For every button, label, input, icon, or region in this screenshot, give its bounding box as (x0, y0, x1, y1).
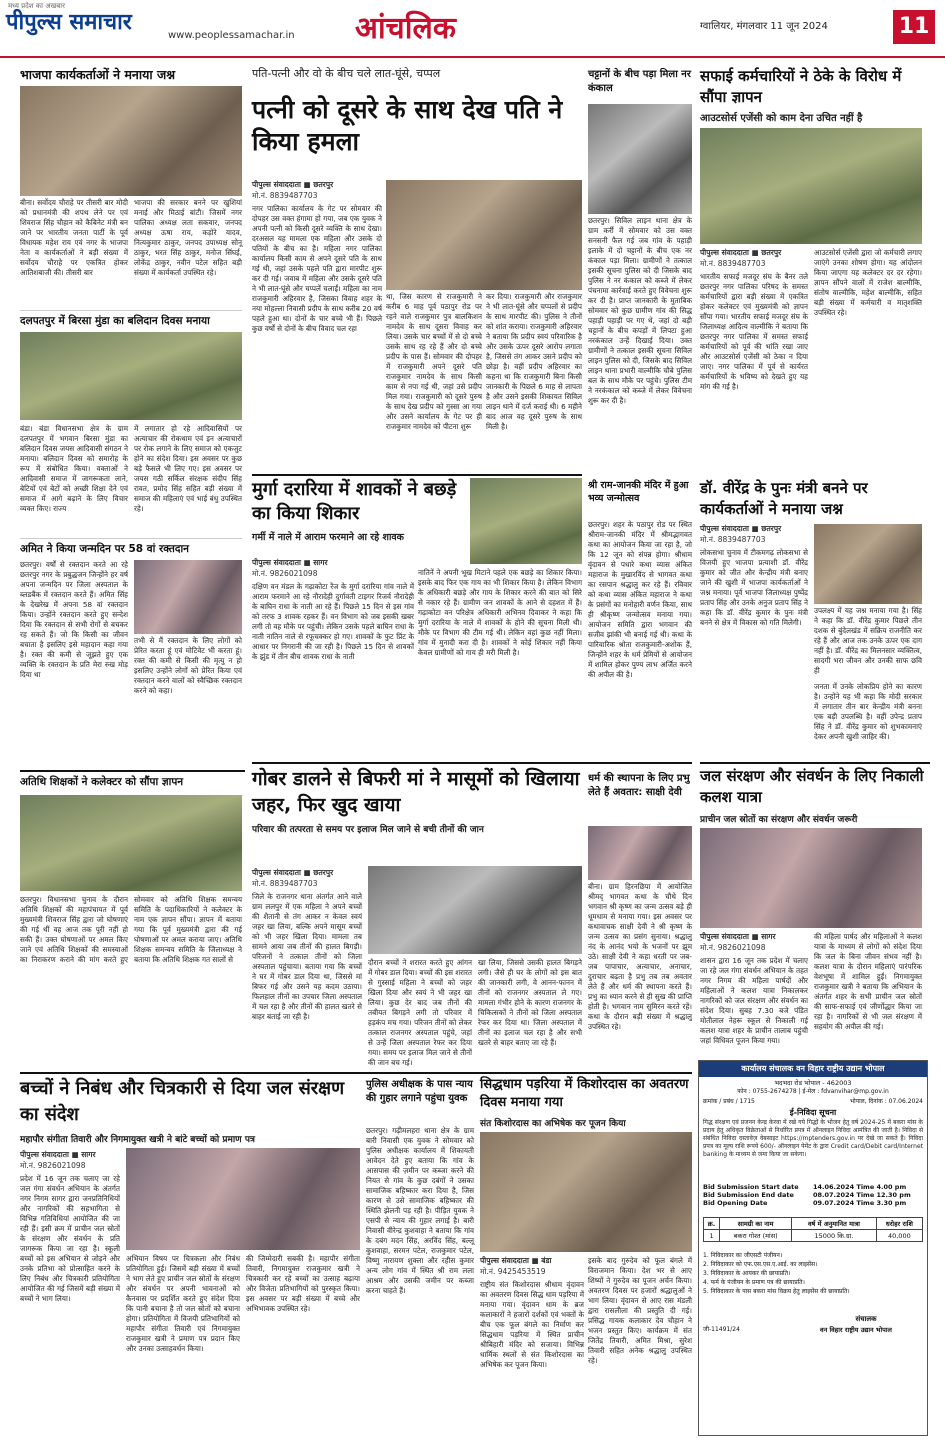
byline: पीपुल्स संवाददाता ■ छतरपुर (700, 248, 782, 257)
photo-bjp-celebration (20, 86, 242, 196)
edition-date: ग्वालियर, मंगलवार 11 जून 2024 (700, 21, 828, 32)
tender-table (703, 1217, 923, 1242)
list-item: 4. फर्म के पंजीयन के प्रमाण पत्र की छायाप्रति। (703, 1279, 805, 1286)
schedule-row: Bid Opening Date 09.07.2024 Time 3.30 pm (703, 1199, 907, 1207)
article-text: की जिम्मेदारी सबकी है। महापौर संगीता तिवारी, निगमायुक्त राजकुमार खत्री ने चित्रकारी कर रहे बच्चों का उत्साह बढ़ाया और विजेता प्रतिभागियों को पुरस्कृत किया। इस अवसर पर बड़ी संख्या में बच्चे और अभिभावक उपस्थित रहे। (246, 1254, 360, 1313)
tender-schedule (703, 1183, 923, 1213)
headline-children-essay: बच्चों ने निबंध और चित्रकारी से दिया जल संरक्षण का संदेश (20, 1078, 345, 1125)
article-text: आउटसोर्स एजेंसी द्वारा जो कर्मचारी लगाए जाएंगे उनका शोषण होगा। यह आंदोलन किया जाएगा यह कलेक्टर दर दर रहेगा। ज्ञापन सौंपने वालों में राजेश बाल्मीकि, संतोष वाल्मीकि, महेश बाल्मीकि, सहित बड़ी संख्या में कर्मचारी व मातृशक्ति उपस्थित रहे। (814, 248, 922, 317)
headline-skeleton: चट्टानों के बीच पड़ा मिला नर कंकाल (588, 69, 691, 94)
list-item: 3. निविदाकार के आयकर की छायाप्रति। (703, 1270, 791, 1277)
article-text: भाजपा की सरकार बनने पर खुशियां मनाई और मिठाई बांटी। जिसमें नगर पालिका अध्यक्ष लता सकवार, जनपद अध्यक्ष ऊषा राय, कड़ोरे यादव, नित्यकुमार ठाकुर, जनपद उपाध्यक्ष सोनू ठाकुर, भरत सिंह ठाकुर, मनोज सिंघई, लोकेंद्र ठाकुर, नवीन पटेल सहित बड़ी संख्या में कार्यकर्ता उपस्थित रहे। (134, 198, 242, 277)
divider (20, 310, 242, 311)
masthead-bar (0, 0, 945, 58)
byline: पीपुल्स संवाददाता ■ छतरपुर (700, 524, 782, 533)
divider (20, 770, 245, 772)
tender-notice (698, 1060, 928, 1436)
article-text: बीना। सर्वोदय चौराहे पर तीसरी बार मोदी को प्रधानमंत्री की शपथ लेने पर एवं शिवराज सिंह चौहान को कैबिनेट मंत्री बन जाने पर भारतीय जनता पार्टी के पूर्व विधायक महेश राय एवं नगर के भाजपा नेता व कार्यकर्ताओं ने बड़ी संख्या में सर्वोदय चौराहे पर एकत्रित होकर आतिशबाजी की। तीसरी बार (20, 198, 128, 277)
photo-skeleton (588, 104, 692, 214)
article-text: प्रदेश में 16 जून तक चलाए जा रहे जल गंगा संवर्धन अभियान के अंतर्गत नगर निगम सागर द्वारा जनप्रतिनिधियों और नागरिकों की सहभागिता से विभिन्न गतिविधियां आयोजित की जा रही हैं। इसी क्रम में प्राचीन जल स्रोतों के संरक्षण और संवर्धन के प्रति जागरूक किया जा रहा है। स्कूली बच्चों को इस अभियान से जोड़ने और उनके प्रतिभा को प्रोत्साहित करने के लिए निबंध और चित्रकारी प्रतियोगिता आयोजित की गई जिसमें बड़ी संख्या में बच्चों ने भाग लिया। (20, 1174, 120, 1303)
schedule-row: Bid Submission End date 08.07.2024 Time 12.30 pm (703, 1191, 911, 1199)
divider (252, 762, 692, 764)
article-text: खा लिया, जिससे उसकी हालत बिगड़ने लगी। जैसे ही घर के लोगों को इस बात की जानकारी लगी, वे आनन-फानन में तीनों को राजनगर अस्पताल ले गए। मामला गंभीर होने के कारण राजनगर के चिकित्सकों ने तीनों को जिला अस्पताल रेफर कर दिया था। जिला अस्पताल में तीनों का इलाज चल रहा है और सभी खतरे से बाहर बताए जा रहे हैं। (478, 958, 582, 1047)
headline-virendra-minister: डॉ. वीरेंद्र के पुनः मंत्री बनने पर कार्यकर्ताओं ने मनाया जश्न (700, 479, 868, 518)
photo-guest-teachers (20, 795, 242, 891)
article-text: तभी से मैं रक्तदान के लिए लोगों को प्रेरित करता हूं एवं मोटिवेट भी करता हूं। रक्त की कमी से किसी की मृत्यु न हो इसलिए उन्होंने लोगों को प्रेरित किया एवं रक्तदान करने वालों को स्वैच्छिक रक्तदान करने को कहा। (134, 636, 242, 695)
article-text: जिले के राजनगर थाना अंतर्गत आने वाले ग्राम ललपुर में एक महिला ने अपने बच्चों की शैतानी से तंग आकर न केवल स्वयं जहर खा लिया, बल्कि अपने मासूम बच्चों को भी जहर खिला दिया। मामला तब सामने आया जब तीनों की हालत बिगड़ी। परिजनों ने तत्काल तीनों को जिला अस्पताल पहुंचाया। बताया गया कि बच्चों ने घर में गोबर डाल दिया था, जिससे मां बिफर गई और उसने यह कदम उठाया। फिलहाल तीनों का उपचार जिला अस्पताल में चल रहा है और तीनों की हालत खतरे से बाहर बताई जा रही है। (252, 892, 362, 1021)
article-text: अभियान विषय पर चित्रकला और निबंध प्रतियोगिता हुई। जिसमें बड़ी संख्या में बच्चों ने भाग लेते हुए प्राचीन जल स्रोतों के संरक्षण और संवर्धन पर अपनी भावनाओं को कैनवास पर प्रदर्शित करते हुए संदेश दिया कि पानी बचाना है तो जल स्रोतों को बचाना होगा। प्रतियोगिता में विजयी प्रतिभागियों को महापौर संगीता तिवारी एवं निगमायुक्त राजकुमार खत्री ने प्रमाण पत्र प्रदान किए और उनका उत्साहवर्धन किया। (126, 1254, 240, 1353)
article-text: छतरपुर। गढ़ीमलहरा थाना क्षेत्र के ग्राम बारी निवासी एक युवक ने सोमवार को पुलिस अधीक्षक कार्यालय में शिकायती आवेदन देते हुए बताया कि गांव के आसपास की ज़मीन पर कब्जा करने की नियत से गांव के कुछ दबंगों ने उसका सामाजिक बहिष्कार करा दिया है, जिस कारण से उसे सामाजिक बहिष्कार की स्थिति झेलनी पड़ रही है। पीड़ित युवक ने एसपी से न्याय की गुहार लगाई है। बारी निवासी वीरेन्द्र कुशवाहा ने बताया कि गांव के दबंग मदन सिंह, अरविंद सिंह, बल्लू कुशवाहा, सरमन पटेल, राजकुमार पटेल, विष्णु नारायण शुक्ला और रहीस कुमार अन्य लोग गांव में स्थित श्री राम लला आश्रम और उसकी जमीन पर कब्जा करना चाहते हैं। (366, 1126, 474, 1295)
article-text: बंडा। बंडा विधानसभा क्षेत्र के ग्राम दलपतपुर में भगवान बिरसा मुंडा का बलिदान दिवस जयस आदिवासी संगठन ने मनाया। बलिदान दिवस को समारोह के रूप में संबोधित किया। वक्ताओं ने आदिवासी समाज में जागरूकता लाने, बेटियों एवं बेटों को अच्छी शिक्षा देने एवं समाज में आगे बढ़ाने के लिए विचार व्यक्त किए। राज्य (20, 424, 128, 513)
photo-couple-fight (386, 180, 582, 290)
photo-bhagwat-katha (588, 826, 692, 880)
headline-sakshi-devi: धर्म की स्थापना के लिए प्रभु लेते हैं अवतार: साक्षी देवी (588, 773, 690, 798)
byline: पीपुल्स संवाददाता ■ सागर (252, 558, 328, 567)
article-text: जनता में उनके लोकप्रिय होने का कारण है। उन्होंने यह भी कहा कि मोदी सरकार में लगातार तीन बार केन्द्रीय मंत्री बनना एक बड़ी उपलब्धि है। वहीं उपेन्द्र प्रताप सिंह ने डॉ. वीरेंद्र कुमार को शुभकामनाएं देकर अपनी खुशी जाहिर की। (814, 682, 922, 741)
subheadline-sanitation: आउटसोर्स एजेंसी को काम देना उचित नहीं है (700, 113, 863, 124)
headline-birsa-munda: दलपतपुर में बिरसा मुंडा का बलिदान दिवस मनाया (20, 315, 210, 327)
byline-phone: मो.नं. 9826021098 (20, 1161, 86, 1170)
article-text: था, जिस कारण से राजकुमारी ने करीब 6 माह पूर्व पठापुर रोड पर रहने वाले राजकुमार पुत्र बालकिशन नामदेव के साथ दूसरा विवाह कर लिया। उसके चार बच्चों में से दो बच्चे उसके साथ रह रहे हैं और दो बच्चे प्रदीप के पास हैं। सोमवार की दोपहर में राजकुमारी अपने दूसरे पति राजकुमार नामदेव के साथ किसी काम से नपा गई थी, जहां उसे प्रदीप मिल गया। राजकुमारी को दूसरे पुरुष के साथ देख प्रदीप को गुस्सा आ गया और उसने कार्यालय के गेट पर ही राजकुमार नामदेव को पीटना शुरू (386, 292, 482, 431)
website-url[interactable]: www.peoplessamachar.in (168, 30, 295, 41)
table-header-row: क्र. सामग्री का नाम वर्ष में अनुमानित मात्रा धरोहर राशि (704, 1218, 923, 1230)
photo-kalash-yatra (700, 828, 922, 928)
schedule-row: Bid Submission Start date 14.06.2024 Time 4.00 pm (703, 1183, 907, 1191)
byline-phone: मो.नं. 9425453519 (480, 1267, 546, 1276)
article-text: में लगातार हो रहे आदिवासियों पर अत्याचार की रोकथाम एवं इन अत्याचारों पर रोक लगाने के लिए समाज को एकजुट होने का संदेश दिया। इस अवसर पर कुछ बड़े फैसले भी लिए गए। इस अवसर पर जयस गठी सर्किल संरक्षक संदीप सिंह रावत, प्रमोद सिंह सहित बड़ी संख्या में समाज की महिलाएं एवं भाई बंधु उपस्थित रहे। (134, 424, 242, 513)
divider (252, 474, 582, 476)
tender-signatory: संचालक (855, 1315, 877, 1323)
subheadline-kalash-yatra: प्राचीन जल स्रोतों का संरक्षण और संवर्धन जरूरी (700, 815, 858, 825)
photo-kishordas (480, 1132, 692, 1252)
headline-bjp-celebration: भाजपा कार्यकर्ताओं ने मनाया जश्न (20, 67, 176, 82)
article-text: लोकसभा चुनाव में टीकमगढ़ लोकसभा से विजयी हुए भाजपा प्रत्याशी डॉ. वीरेंद्र कुमार को जीत और केन्द्रीय मंत्री बनाए जाने की खुशी में भाजपा कार्यकर्ताओं ने जश्न मनाया। पूर्व भाजपा जिलाध्यक्ष पुष्पेंद्र प्रताप सिंह और उनके अनुज प्रताप सिंह ने कहा कि डॉ. वीरेंद्र कुमार के पुनः मंत्री बनने से क्षेत्र में विकास को गति मिलेगी। (700, 548, 808, 627)
byline: पीपुल्स संवाददाता ■ सागर (20, 1150, 96, 1159)
tender-org: कार्यालय संचालक वन विहार राष्ट्रीय उद्यान भोपाल (699, 1061, 927, 1077)
article-text: छतरपुर। वर्षों से रक्तदान करते आ रहे छतरपुर नगर के प्रबुद्धजन जिन्होंने हर वर्ष अपना जन्मदिन पर जिला अस्पताल के ब्लडबैंक में रक्तदान करते हैं। अमित सिंह के देखरेख में अपना 58 वां रक्तदान किया। उन्होंने रक्तदान करते हुए सन्देश दिया कि रक्तदान से सभी रोगों से बचकर रह सकते हैं। जो कि किसी का जीवन बचाता है इसलिए इसे महादान कहा गया है। रक्त की कमी से जूझते हुए एक व्यक्ति के रक्तदान के प्रति मेरा रुख मोड़ दिया था (20, 560, 128, 679)
photo-birsa-munda (20, 332, 242, 420)
subheadline-cubs: गर्मी में नाले में आराम फरमाने आ रहे शावक (252, 532, 404, 543)
byline: पीपुल्स संवाददाता ■ बंडा (480, 1256, 552, 1265)
byline: पीपुल्स संवाददाता ■ छतरपुर (252, 868, 334, 877)
tender-notes (703, 1251, 923, 1296)
section-title: आंचलिक (355, 11, 456, 46)
article-text: राष्ट्रीय संत किशोरदास श्रीधाम वृंदावन का अवतरण दिवस सिद्ध धाम पड़रिया में मनाया गया। वृंदावन धाम के ब्रज कलाकारों ने हजारों दर्शकों एवं भक्तों के बीच एक फूल बंगले का निर्माण कर सिद्धधाम पड़रिया में स्थित प्राचीन श्रीबिहारी मंदिर को सजाया। विभिन्न धार्मिक स्थलों से संत किशोरदास का अभिषेक कर पूजन किया। (480, 1280, 584, 1369)
newspaper-logo[interactable]: पीपुल्स समाचार (6, 9, 132, 35)
photo-virendra-celebration (814, 524, 922, 604)
article-text: छतरपुर। विधानसभा चुनाव के दौरान अतिथि शिक्षकों की महापंचायत में पूर्व मुख्यमंत्री शिवराज सिंह द्वारा जो घोषणाएं की गई थीं वह आज तक पूरी नहीं हो सकी हैं। उक्त घोषणाओं पर अमल किए जाने एवं अतिथि शिक्षकों की समस्याओं का निराकरण कराने की मांग करते हुए सोमवार को अतिथि शिक्षक समन्वय समिति के पदाधिकारियों ने कलेक्टर के नाम एक ज्ञापन सौंपा। ज्ञापन में बताया गया कि पूर्व मुख्यमंत्री द्वारा की गई घोषणाओं पर अमल कराया जाए। अतिथि शिक्षक समन्वय समिति के जिलाध्यक्ष ने बताया कि अतिथि शिक्षक गत सालों से (20, 895, 242, 964)
article-text: नगर पालिका कार्यालय के गेट पर सोमवार की दोपहर उस वक्त हंगामा हो गया, जब एक युवक ने अपनी पत्नी को किसी दूसरे व्यक्ति के साथ देखा। दरअसल यह मामला एक महिला और उसके दो पतियों के बीच का है। महिला नगर पालिका कार्यालय किसी काम से अपने दूसरे पति के साथ गई थी, जहां उसके पहले पति द्वारा मारपीट शुरू कर दी गई। जवाब में महिला और उसके दूसरे पति ने भी लात-घूंसे और चप्पलें चलाईं। महिला का नाम राजकुमारी अहिरवार है, जिसका विवाह शहर के नया मोहल्ला निवासी प्रदीप के साथ करीब 20 वर्ष पहले हुआ था। दोनों के चार बच्चे भी हैं। पिछले कुछ वर्षों से दोनों के बीच विवाद चल रहा (252, 204, 382, 333)
headline-ram-janki: श्री राम-जानकी मंदिर में हुआ भव्य जन्मोत्सव (588, 480, 689, 504)
byline-phone: मो.नं. 9826021098 (700, 943, 766, 952)
photo-hospital (368, 866, 582, 954)
byline-phone: मो.नं. 8839487703 (700, 535, 766, 544)
tender-contact: फोन : 0755-2674278 | ई-मेल : fdvanvihar@mp.gov.in (737, 1088, 889, 1095)
headline-blood-donation: अमित ने किया जन्मदिन पर 58 वां रक्तदान (20, 543, 190, 555)
divider (20, 538, 242, 539)
article-text: दौरान बच्चों ने शरारत करते हुए आंगन में गोबर डाल दिया। बच्चों की इस शरारत से गुस्साई महिला ने बच्चों को जहर खिला दिया और स्वयं ने भी जहर खा लिया। कुछ देर बाद जब तीनों की तबीयत बिगड़ने लगी तो परिवार में हड़कंप मच गया। परिजन तीनों को लेकर तत्काल राजनगर अस्पताल पहुंचे, जहां से उन्हें जिला अस्पताल रेफर कर दिया गया। समय पर इलाज मिल जाने से तीनों की जान बच गई। (368, 958, 472, 1067)
article-text: दक्षिण वन मंडल के गढ़ाकोटा रेंज के मुर्गा दरारिया गांव नाले में आराम फरमाने आ रहे नौरादेही दुर्गावती टाइगर रिजर्व नौरादेही के बाघिन राधा के नाती आ रहे हैं। पिछले 15 दिन से इस गांव को तरफ 3 शावक रहकर हैं। वन विभाग को जब इसकी खबर लगी तो वह मौके पर पहुंची। लेकिन उसके पहले बाघिन राधा के नाती नातिन नाले से रफूचक्कर हो गए। शावकों के फुट प्रिंट के आधार पर निगरानी की जा रही है। पिछले 15 दिन से शावकों के झुंड में तीन बीच शावक राधा के नाती (252, 582, 414, 661)
photo-sanitation-workers (700, 128, 922, 244)
article-text: इसके बाद गुरुदेव को फूल बंगले में विराजमान किया। देश भर से आए शिष्यों ने गुरुदेव का पूजन अर्चन किया। अवतरण दिवस पर हजारों श्रद्धालुओं ने भाग लिया। वृंदावन से आए रास मंडली द्वारा रासलीला की प्रस्तुति दी गई। प्रसिद्ध गायक कलाकार देव चौहान ने भजन प्रस्तुत किए। कार्यक्रम में संत जितेंद्र तिवारी, अमित मिश्रा, सुरेश तिवारी सहित अनेक श्रद्धालु उपस्थित रहे। (588, 1256, 692, 1365)
byline-phone: मो.नं. 8839487703 (700, 259, 766, 268)
headline-cubs-hunt: मुर्गा दरारिया में शावकों ने बछड़े का किया शिकार (252, 479, 457, 524)
headline-sanitation-workers: सफाई कर्मचारियों ने ठेके के विरोध में सौंपा ज्ञापन (700, 67, 902, 106)
subheadline-children-essay: महापौर संगीता तिवारी और निगमायुक्त खत्री ने बांटे बच्चों को प्रमाण पत्र (20, 1135, 255, 1145)
list-item: 1. निविदाकार का जीएसटी पंजीयन। (703, 1252, 783, 1259)
photo-children-essay (126, 1148, 360, 1250)
article-text: शासन द्वारा 16 जून तक प्रदेश में चलाए जा रहे जल गंगा संवर्धन अभियान के तहत नगर निगम की महिला पार्षदों और महिलाओं ने कलश यात्रा निकालकर नागरिकों को जल संरक्षण और संवर्धन का संदेश दिया। सुबह 7.30 बजे पंडित मोतीलाल नेहरू स्कूल से निकाली गई कलश यात्रा शहर के प्राचीन तालाब पहुंची जहां विधिवत पूजन किया गया। (700, 956, 808, 1045)
tender-body: गिद्ध संरक्षण एवं प्रजनन केन्द्र केरवा में रखे गये गिद्धों के भोजन हेतु वर्ष 2024-25 में बकरा मांस के प्रदाय हेतु अधिकृत विक्रेताओं से निर्धारित प्रपत्र में ऑनलाइन निविदा आमंत्रित की जाती है। निविदा से संबंधित निविदा दस्तावेज़ वेबसाइट https://mptenders.gov.in पर देखे जा सकते हैं। निविदा प्रपत्र का मूल्य राशि रूपये 600/- ऑनलाइन पेमेंट के द्वारा Credit card/Debit card/Internet banking के माध्यम से जमा किया जा सकेगा। (703, 1119, 923, 1158)
page-number: 11 (893, 10, 935, 44)
photo-tiger-cub (470, 478, 582, 564)
subheadline-kishordas: संत किशोरदास का अभिषेक कर पूजन किया (480, 1119, 626, 1129)
list-item: 5. निविदाकार के पास बकरा मांस विक्रय हेतु लाइसेंस की छायाप्रति। (703, 1288, 850, 1295)
article-text: कर दिया। राजकुमारी और राजकुमार ने भी लात-घूंसे और चप्पलों से प्रदीप के साथ मारपीट की। पुलिस ने तीनों को शांत कराया। राजकुमारी अहिरवार ने बताया कि प्रदीप स्वयं परिवारिक है और उसके ऊपर दूसरे आरोप लगाता है, जिससे तंग आकर उसने प्रदीप को छोड़ा है। वहीं प्रदीप अहिरवार का कहना था कि राजकुमारी बिना किसी जानकारी के पिछले 6 माह से लापता है और उसने इसकी शिकायत सिविल लाइन थाने में दर्ज कराई थी। 6 महीने बाद आज वह दूसरे पुरुष के साथ मिली है। (486, 292, 582, 431)
photo-blood-donation (134, 560, 242, 634)
byline: पीपुल्स संवाददाता ■ सागर (700, 932, 776, 941)
tender-heading: ई-निविदा सूचना (789, 1108, 837, 1117)
divider (700, 762, 930, 764)
divider (20, 1072, 692, 1074)
article-text: उपलक्ष्य में यह जश्न मनाया गया है। सिंह ने कहा कि डॉ. वीरेंद्र कुमार पिछले तीन दशक से बुंदेलखंड में सक्रिय राजनीति कर रहे हैं और आज तक उनके ऊपर एक दाग नहीं है। डॉ. वीरेंद्र का मिलनसार व्यक्तित्व, सादगी भरा जीवन और उनकी साफ छवि ही (814, 606, 922, 675)
logo-tagline: मध्य प्रदेश का अखबार (8, 2, 65, 10)
byline-phone: मो.नं. 8839487703 (252, 191, 318, 200)
headline-husband-attack: पत्नी को दूसरे के साथ देख पति ने किया हमला (252, 95, 563, 156)
subheadline-mother-poison: परिवार की तत्परता से समय पर इलाज मिल जाने से बची तीनों की जान (252, 825, 484, 835)
tender-date: भोपाल, दिनांक : 07.06.2024 (849, 1098, 923, 1105)
article-text: छतरपुर। शहर के पठापुर रोड पर स्थित श्रीराम-जानकी मंदिर में श्रीमद्भागवत कथा का आयोजन किया जा रहा है, जो कि 12 जून को संपन्न होगा। श्रीधाम वृंदावन से पधारे कथा व्यास अंकित महाराज के मुखारविंद से भागवत कथा का रसपान श्रद्धालु कर रहे हैं। रविवार को कथा व्यास अंकित महाराज ने कथा के प्रसंगों का मनोहारी वर्णन किया, साथ ही श्रीकृष्ण जन्मोत्सव मनाया गया। आयोजन समिति द्वारा भगवान की सजीव झांकी भी बनाई गई थी। कथा के पारिवारिक श्रोता राजकुमारी-अशोक हैं, जिन्होंने शहर के धर्म प्रेमियों से आयोजन में शामिल होकर पुण्य लाभ अर्जित करने की अपील की है। (588, 520, 692, 679)
tender-signatory-office: वन विहार राष्ट्रीय उद्यान भोपाल (820, 1326, 892, 1334)
list-item: 2. निविदाकार को एफ.एस.एस.ए.आई. का लाइसेंस। (703, 1261, 818, 1268)
byline-phone: मो.नं. 9826021098 (252, 569, 318, 578)
headline-police-complaint: पुलिस अधीक्षक के पास न्याय की गुहार लगाने पहुंचा युवक (366, 1079, 473, 1104)
tender-code: जी-11491/24 (703, 1326, 740, 1333)
tender-ref: क्रमांक / प्रबंध / 1715 (703, 1098, 755, 1105)
article-text: भारतीय सफाई मजदूर संघ के बैनर तले छतरपुर नगर पालिका परिषद के समस्त कर्मचारियों द्वारा बड़ी संख्या में एकत्रित होकर कलेक्टर एवं मुख्यमंत्री को ज्ञापन सौंपा गया। भारतीय सफाई मजदूर संघ के जिलाध्यक्ष आदित्य वाल्मीकि ने बताया कि छतरपुर नगर पालिका में समस्त सफाई कर्मचारियों को पूर्व की भांति रखा जाए और आउटसोर्स एजेंसी को ठेका न दिया जाए। नगर पालिका में पूर्व से कार्यरत कर्मचारियों के भविष्य को देखते हुए यह मांग की गई है। (700, 272, 808, 391)
headline-kishordas: सिद्धधाम पड़रिया में किशोरदास का अवतरण दिवस मनाया गया (480, 1077, 689, 1110)
byline: पीपुल्स संवाददाता ■ छतरपुर (252, 180, 334, 189)
headline-guest-teachers: अतिथि शिक्षकों ने कलेक्टर को सौंपा ज्ञापन (20, 776, 184, 788)
article-text: नातिनें ने अपनी भूख मिटाने पहले एक बछड़े का शिकार किया। इसके बाद फिर एक गाय का भी शिकार किया है। लेकिन विभाग के अधिकारी बछड़े और गाय के शिकार करने की बात को सिरे से नकार रहे हैं। ग्रामीण जन शावकों के आने से दहशत में हैं। गढ़ाकोटा वन परिक्षेत्र अधिकारी अभिनव दिवाकर ने कहा कि मुर्गा दरारिया के नाले में शावकों के होने की सूचना मिली थी। मौके पर विभाग की टीम गई थी। लेकिन वहां कुछ नहीं मिला। गांव में मुनादी करा दी है। शावकों ने कोई शिकार नहीं किया केवल ग्रामीणों को गाय ही मरी मिली है। (418, 568, 582, 657)
kicker-couple-fight: पति-पत्नी और वो के बीच चले लात-घूंसे, चप्पल (252, 67, 441, 80)
table-row: 1 बकरा गोश्त (मांस) 15000 कि.ग्रा. 40,000 (704, 1230, 923, 1242)
headline-kalash-yatra: जल संरक्षण और संवर्धन के लिए निकाली कलश यात्रा (700, 767, 924, 806)
article-text: छतरपुर। सिविल लाइन थाना क्षेत्र के ग्राम कर्री में सोमवार को उस वक्त सनसनी फैल गई जब गांव के पहाड़ी इलाके में दो चट्टानों के बीच एक नर कंकाल पड़ा मिला। ग्रामीणों ने तत्काल इसकी सूचना पुलिस को दी जिसके बाद पुलिस ने नर कंकाल को कब्जे में लेकर पंचनामा कार्रवाई करते हुए विवेचना शुरू कर दी है। प्राप्त जानकारी के मुताबिक सोमवार को कुछ ग्रामीण गांव की सिद्ध पहाड़ी पहाड़ी पर गए थे, जहां दो बड़ी चट्टानों के बीच कपड़ों में लिपटा हुआ नरकंकाल उन्हें दिखाई दिया। उक्त ग्रामीणों ने तत्काल इसकी सूचना सिविल लाइन पुलिस को दी, जिसके बाद सिविल लाइन थाना प्रभारी वाल्मीकि चौबे पुलिस बल के साथ मौके पर पहुंचे। पुलिस टीम ने नरकंकाल को कब्जे में लेकर विवेचना शुरू कर दी है। (588, 216, 692, 405)
byline-phone: मो.नं. 8839487703 (252, 879, 318, 888)
headline-mother-poison: गोबर डालने से बिफरी मां ने मासूमों को खिलाया जहर, फिर खुद खाया (252, 768, 580, 816)
article-text: की महिला पार्षद और महिलाओं ने कलश यात्रा के माध्यम से लोगों को संदेश दिया कि जल के बिना जीवन संभव नहीं है। कलश यात्रा के दौरान महिलाएं पारंपरिक वेशभूषा में शामिल हुईं। निगमायुक्त राजकुमार खत्री ने बताया कि अभियान के अंतर्गत शहर के सभी प्राचीन जल स्रोतों की साफ-सफाई एवं जीर्णोद्धार किया जा रहा है। नागरिकों से भी जल संरक्षण में सहयोग की अपील की गई। (814, 932, 922, 1031)
article-text: बीना। ग्राम हिरनछिपा में आयोजित श्रीमद् भागवत कथा के चौथे दिन भगवान श्री कृष्ण का जन्म उत्सव बड़े ही धूमधाम से मनाया गया। इस अवसर पर कथावाचक साक्षी देवी ने श्री कृष्ण के जन्म उत्सव का प्रसंग सुनाया। श्रद्धालु नंद के आनंद भयो के भजनों पर झूम उठे। साक्षी देवी ने कहा धरती पर जब-जब पापाचार, अत्याचार, अनाचार, दुराचार बढ़ता है प्रभु तब तब अवतार लेते हैं और धर्म की स्थापना करते हैं। प्रभु का ध्यान करने से ही सुख की प्राप्ति होती है। भगवान नाम सुमिरन करते रहें। कथा के दौरान बड़ी संख्या में श्रद्धालु उपस्थित रहे। (588, 882, 692, 1031)
tender-address: भदभदा रोड भोपाल - 462003 (774, 1079, 852, 1087)
